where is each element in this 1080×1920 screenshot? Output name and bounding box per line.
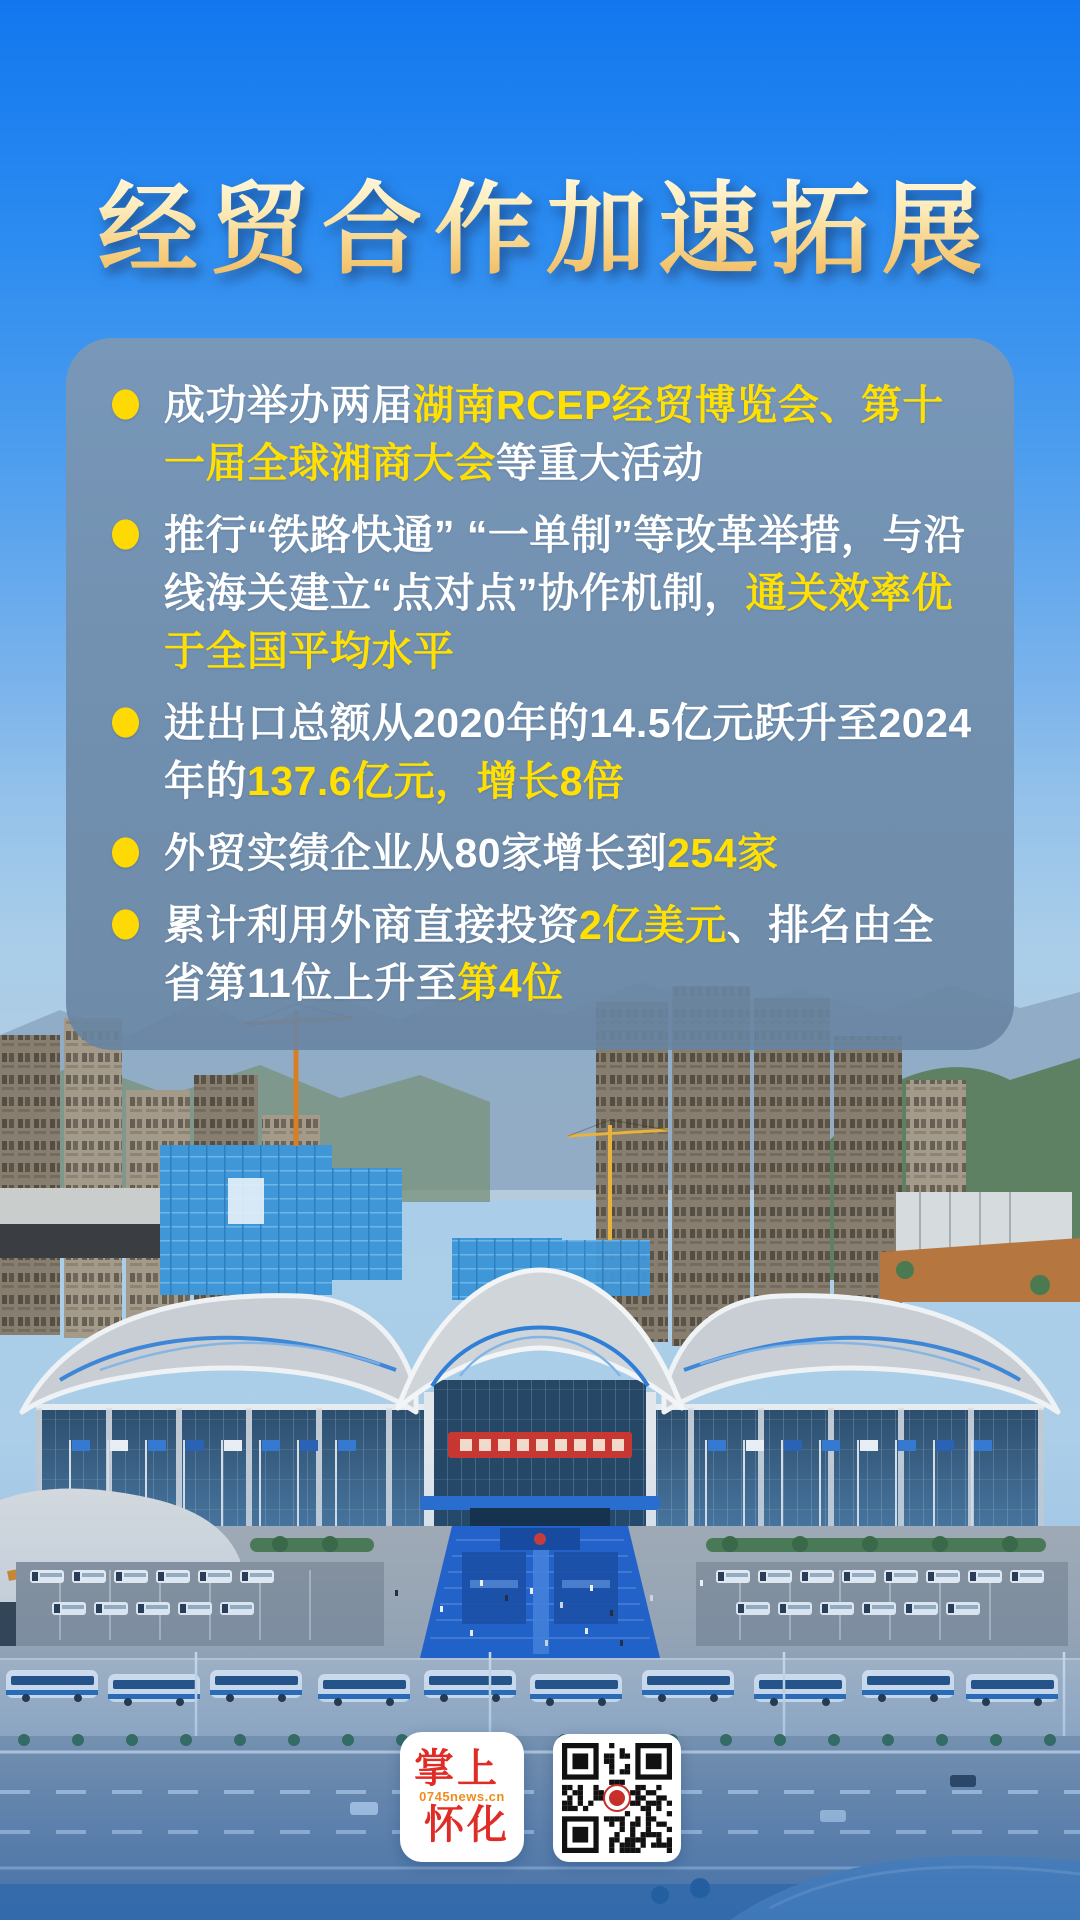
bullet-item bbox=[110, 376, 974, 492]
bullet-text bbox=[164, 824, 779, 882]
plain-text: 推行“铁路快通” “一单制”等改革举措，与沿线海关建立“点对点”协作机制， bbox=[164, 512, 966, 616]
highlights-panel bbox=[66, 338, 1014, 1050]
bullet-item bbox=[110, 694, 974, 810]
qr-code bbox=[553, 1734, 681, 1862]
plain-text: 外贸实绩企业从80家增长到 bbox=[164, 830, 668, 876]
bullet-text bbox=[164, 506, 974, 680]
plain-text: 进出口总额从2020年的14.5亿元跃升至2024年的 bbox=[164, 700, 972, 804]
highlight-text: 137.6亿元，增长8倍 bbox=[247, 758, 625, 804]
bullet-dot-icon bbox=[110, 705, 141, 740]
bullet-dot-icon bbox=[110, 835, 141, 870]
highlight-text: 湖南RCEP经贸博览会、第十一届全球湘商大会 bbox=[164, 382, 944, 486]
plain-text: 、排名由全省第11位上升至 bbox=[164, 902, 935, 1006]
plain-text: 等重大活动 bbox=[496, 440, 704, 486]
brand-website: 0745news.cn bbox=[419, 1789, 505, 1804]
bullet-item bbox=[110, 896, 974, 1012]
highlight-text: 第4位 bbox=[457, 960, 564, 1006]
plain-text: 成功举办两届 bbox=[164, 382, 413, 428]
plain-text: 累计利用外商直接投资 bbox=[164, 902, 579, 948]
aerial-photo bbox=[0, 940, 1080, 1920]
highlight-text: 254家 bbox=[667, 830, 779, 876]
bullet-item bbox=[110, 824, 974, 882]
highlight-text: 通关效率优于全国平均水平 bbox=[164, 570, 953, 674]
blue-tint-overlay bbox=[0, 1440, 1080, 1920]
bullet-text bbox=[164, 896, 974, 1012]
industrial-sheds bbox=[880, 1192, 1080, 1302]
bullet-dot-icon bbox=[110, 387, 141, 422]
bullet-dot-icon bbox=[110, 907, 141, 942]
bullet-text bbox=[164, 694, 974, 810]
bullet-list bbox=[110, 376, 974, 1012]
qr-code-icon bbox=[562, 1743, 672, 1853]
highlight-text: 2亿美元 bbox=[579, 902, 727, 948]
page-title: 经贸合作加速拓展 bbox=[0, 170, 1080, 290]
brand-name-top: 掌上 bbox=[414, 1747, 500, 1791]
bullet-dot-icon bbox=[110, 517, 141, 552]
bullet-item bbox=[110, 506, 974, 680]
bullet-text bbox=[164, 376, 974, 492]
brand-logo bbox=[400, 1732, 524, 1862]
brand-name-bottom: 怀化 bbox=[424, 1803, 510, 1847]
